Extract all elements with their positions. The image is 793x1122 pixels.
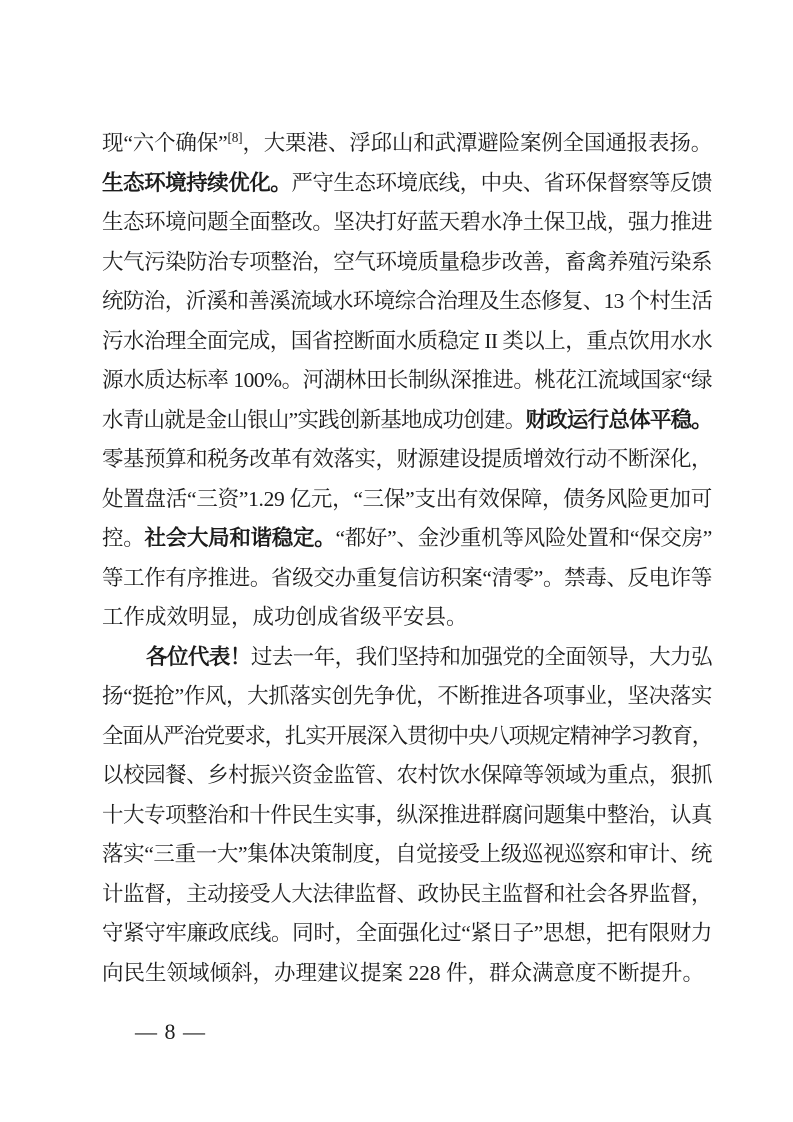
text-line <box>102 361 712 401</box>
text-run: 污水治理全面完成，国省控断面水质稳定 II 类以上，重点饮用水水 <box>102 328 712 353</box>
text-line <box>102 124 712 164</box>
text-run: 工作成效明显，成功创成省级平安县。 <box>102 605 468 629</box>
text-line <box>102 282 712 322</box>
text-run: 严守生态环境底线，中央、省环保督察等反馈 <box>291 170 712 195</box>
footnote-ref: [8] <box>227 129 243 145</box>
text-line <box>102 835 712 875</box>
text-run: 控。 <box>102 526 145 550</box>
text-line <box>102 401 712 441</box>
text-line <box>102 164 712 204</box>
text-run: 全面从严治党要求，扎实开展深入贯彻中央八项规定精神学习教育， <box>102 723 712 748</box>
text-line <box>102 559 712 599</box>
text-line <box>102 914 712 954</box>
page-number: — 8 — <box>135 1019 206 1044</box>
text-line <box>102 598 712 638</box>
text-run: 大气污染防治专项整治，空气环境质量稳步改善，畜禽养殖污染系 <box>102 249 712 274</box>
text-line <box>102 243 712 283</box>
text-run: 生态环境持续优化。 <box>102 170 292 195</box>
text-run: 十大专项整治和十件民生实事，纵深推进群腐问题集中整治，认真 <box>102 802 712 827</box>
text-line <box>102 875 712 915</box>
text-run: 向民生领域倾斜，办理建议提案 228 件，群众满意度不断提升。 <box>102 960 705 985</box>
text-run: 以校园餐、乡村振兴资金监管、农村饮水保障等领域为重点，狠抓 <box>102 763 712 787</box>
text-run: 财政运行总体平稳。 <box>525 407 712 432</box>
text-run: 现“六个确保” <box>102 131 228 155</box>
document-body <box>102 124 712 993</box>
text-run: “都好”、金沙重机等风险处置和“保交房” <box>335 526 712 550</box>
text-run: 等工作有序推进。省级交办重复信访积案“清零”。禁毒、反电诈等 <box>102 565 712 590</box>
text-line <box>102 519 712 559</box>
text-run: 社会大局和谐稳定。 <box>144 526 336 550</box>
text-run: 生态环境问题全面整改。坚决打好蓝天碧水净土保卫战，强力推进 <box>102 210 712 234</box>
text-run: 落实“三重一大”集体决策制度，自觉接受上级巡视巡察和审计、统 <box>102 842 712 866</box>
text-line <box>102 756 712 796</box>
text-run: 守紧守牢廉政底线。同时，全面强化过“紧日子”思想，把有限财力 <box>102 921 712 945</box>
text-line <box>102 677 712 717</box>
text-run: 过去一年，我们坚持和加强党的全面领导，大力弘 <box>250 644 712 669</box>
text-run: 水青山就是金山银山”实践创新基地成功创建。 <box>102 407 526 432</box>
text-run: 计监督，主动接受人大法律监督、政协民主监督和社会各界监督， <box>102 881 712 906</box>
text-run: ，大栗港、浮邱山和武潭避险案例全国通报表扬。 <box>242 131 712 155</box>
text-run: 统防治，沂溪和善溪流域水环境综合治理及生态修复、13 个村生活 <box>102 289 712 313</box>
text-line <box>102 954 712 994</box>
text-run: 各位代表！ <box>146 644 251 669</box>
text-run: 零基预算和税务改革有效落实，财源建设提质增效行动不断深化， <box>102 447 712 471</box>
text-line <box>102 717 712 757</box>
text-run: 源水质达标率 100%。河湖林田长制纵深推进。桃花江流域国家“绿 <box>102 368 712 392</box>
text-line <box>102 322 712 362</box>
text-line <box>102 440 712 480</box>
text-line <box>102 796 712 836</box>
text-line <box>102 203 712 243</box>
text-line <box>102 480 712 520</box>
text-run: 处置盘活“三资”1.29 亿元，“三保”支出有效保障，债务风险更加可 <box>102 486 712 511</box>
text-line <box>102 638 712 678</box>
text-run: 扬“挺抢”作风，大抓落实创先争优，不断推进各项事业，坚决落实 <box>102 684 712 708</box>
